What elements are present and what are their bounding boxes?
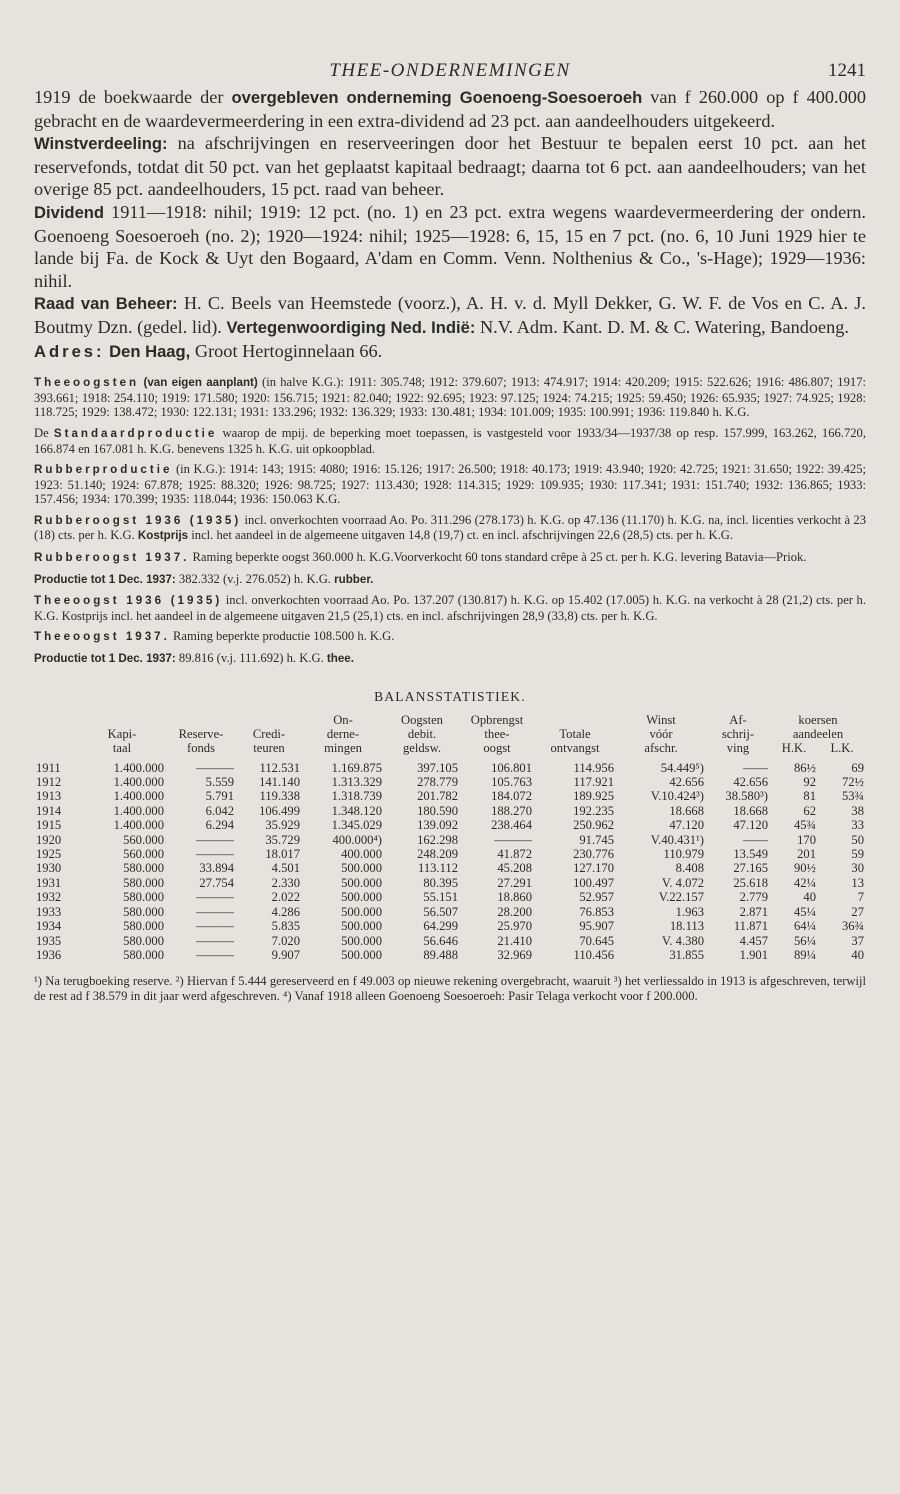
cell-reserve: 27.754 xyxy=(199,875,234,890)
cell-lk: 38 xyxy=(851,803,864,818)
standaard-text: waarop de mpij. de beperking moet toepassen, is vastgesteld voor 1933/34—1937/38 op resp. 157.999, 163.262, 166.720, 166.874 en 167.081 h. K.G. benevens 1325 h. K.G. uit opkoopblad. xyxy=(34,425,866,456)
cell-kapitaal: 580.000 xyxy=(123,919,164,934)
cell-afschrijving: 18.668 xyxy=(733,803,768,818)
cell-opbrengst: 32.969 xyxy=(497,947,532,962)
table-row xyxy=(34,890,866,904)
cell-crediteuren: 141.140 xyxy=(259,775,300,790)
col-lk: L.K. xyxy=(830,740,854,755)
cell-ondernemingen: 1.169.875 xyxy=(331,760,382,775)
cell-winst: 8.408 xyxy=(675,861,704,876)
raad-paragraph xyxy=(34,292,866,339)
cell-kapitaal: 1.400.000 xyxy=(113,760,164,775)
cell-oogsten: 80.395 xyxy=(423,875,458,890)
cell-lk: 50 xyxy=(851,832,864,847)
footnote-text-4: Vanaf 1918 alleen Goenoeng Soesoeroeh: Pasir Telaga verkocht voor f 200.000. xyxy=(291,988,698,1003)
cell-oogsten: 180.590 xyxy=(417,803,458,818)
cell-oogsten: 201.782 xyxy=(417,789,458,804)
cell-afschrijving: 27.165 xyxy=(733,861,768,876)
cell-totale: 95.907 xyxy=(579,919,614,934)
cell-totale: 76.853 xyxy=(579,904,614,919)
cell-oogsten: 56.646 xyxy=(423,933,458,948)
rubberproductie-label: Rubberproductie xyxy=(34,463,173,477)
statistics-text xyxy=(34,375,866,667)
cell-lk: 69 xyxy=(851,760,864,775)
cell-opbrengst: 45.208 xyxy=(497,861,532,876)
cell-ondernemingen: 400.000⁴) xyxy=(332,832,382,847)
table-row xyxy=(34,804,866,818)
cell-year: 1934 xyxy=(36,919,62,934)
cell-opbrengst: 18.860 xyxy=(497,890,532,905)
cell-reserve: ——— xyxy=(196,847,234,862)
cell-lk: 27 xyxy=(851,904,864,919)
cell-totale: 52.957 xyxy=(579,890,614,905)
balance-table xyxy=(34,713,866,963)
cell-kapitaal: 1.400.000 xyxy=(113,775,164,790)
cell-oogsten: 248.209 xyxy=(417,847,458,862)
cell-year: 1913 xyxy=(36,789,62,804)
raad-text: H. C. Beels van Heemstede (voorz.), A. H. v. d. Myll Dekker, G. W. F. de Vos en C. A. J. Boutmy Dzn. (gedel. lid). xyxy=(34,293,866,337)
rubberoogst-1936-paragraph xyxy=(34,513,866,544)
cell-lk: 33 xyxy=(851,818,864,833)
cell-oogsten: 162.298 xyxy=(417,832,458,847)
cell-oogsten: 55.151 xyxy=(423,890,458,905)
productie-rubber-text: 382.332 (v.j. 276.052) h. K.G. xyxy=(175,571,335,586)
winst-text: na afschrijvingen en reserveeringen door het Bestuur te bepalen eerst 10 pct. aan het reservefonds, totdat dit 50 pct. van het geplaatst kapitaal bedraagt; daarna tot 6 pct. aan aandeelhouders; van het overige 85 pct. aandeelhouders, 15 pct. raad van beheer. xyxy=(34,133,866,200)
theeoogsten-text: (in halve K.G.): 1911: 305.748; 1912: 379.607; 1913: 474.917; 1914: 420.209; 1915: 522.626; 1916: 486.807; 1917: 393.661; 1918: 254.110; 1919: 171.580; 1920: 156.715; 1921: 82.040; 1922: 92.695; 1923: 97.125; 1924: 74.215; 1925: 59.450; 1926: 65.935; 1927: 74.925; 1928: 118.725; 1929: 138.472; 1930: 122.131; 1931: 133.296; 1932: 136.329; 1933: 130.481; 1934: 101.009; 1935: 100.991; 1936: 119.840 h. K.G. xyxy=(34,375,866,420)
cell-winst: V.22.157 xyxy=(658,890,704,905)
cell-kapitaal: 580.000 xyxy=(123,875,164,890)
cell-kapitaal: 1.400.000 xyxy=(113,789,164,804)
col-koersen: koersen aandeelen xyxy=(792,712,844,741)
productie-thee-label: Productie tot 1 Dec. 1937: xyxy=(34,652,176,666)
cell-afschrijving: 2.871 xyxy=(739,904,768,919)
adres-city: Den Haag, xyxy=(109,341,191,361)
cell-hk: 40 xyxy=(803,890,816,905)
cell-lk: 72½ xyxy=(841,775,864,790)
cell-oogsten: 64.299 xyxy=(423,919,458,934)
cell-crediteuren: 2.022 xyxy=(271,890,300,905)
cell-opbrengst: 21.410 xyxy=(497,933,532,948)
cell-year: 1915 xyxy=(36,818,62,833)
cell-lk: 40 xyxy=(851,947,864,962)
cell-crediteuren: 4.501 xyxy=(271,861,300,876)
footnote-marker-3: ³) xyxy=(613,974,622,989)
raad-label: Raad van Beheer: xyxy=(34,294,178,314)
cell-crediteuren: 7.020 xyxy=(271,933,300,948)
cell-afschrijving: —— xyxy=(742,760,768,775)
cell-winst: 18.113 xyxy=(669,919,704,934)
cell-reserve: ——— xyxy=(196,832,234,847)
standaard-pre: De xyxy=(34,425,54,440)
cell-opbrengst: 184.072 xyxy=(491,789,532,804)
col-hk: H.K. xyxy=(781,740,807,755)
cell-kapitaal: 580.000 xyxy=(123,890,164,905)
cell-reserve: 33.894 xyxy=(199,861,234,876)
table-row xyxy=(34,847,866,861)
cell-reserve: ——— xyxy=(196,890,234,905)
cell-afschrijving: —— xyxy=(742,832,768,847)
cell-crediteuren: 2.330 xyxy=(271,875,300,890)
productie-thee-paragraph xyxy=(34,651,866,667)
cell-afschrijving: 38.580³) xyxy=(725,789,768,804)
cell-opbrengst: 28.200 xyxy=(497,904,532,919)
winst-label: Winstverdeeling: xyxy=(34,134,168,154)
cell-year: 1925 xyxy=(36,847,62,862)
cell-lk: 53¾ xyxy=(841,789,864,804)
cell-lk: 13 xyxy=(851,875,864,890)
adres-label: Adres: xyxy=(34,341,105,361)
cell-crediteuren: 18.017 xyxy=(265,847,300,862)
cell-hk: 86½ xyxy=(793,760,816,775)
cell-winst: 18.668 xyxy=(669,803,704,818)
cell-oogsten: 113.112 xyxy=(418,861,458,876)
cell-opbrengst: 238.464 xyxy=(491,818,532,833)
cell-lk: 7 xyxy=(857,890,864,905)
col-totale: Totale ontvangst xyxy=(550,726,600,755)
footnote-text-3: het verliessaldo in 1913 is afgeschreven, terwijl de rest ad f 38.579 in dit jaar werd afgeschreven. xyxy=(34,974,866,1003)
table-row xyxy=(34,775,866,789)
cell-crediteuren: 9.907 xyxy=(271,947,300,962)
productie-rubber-word: rubber. xyxy=(334,572,374,586)
cell-opbrengst: 27.291 xyxy=(497,875,532,890)
adres-text: Groot Hertoginnelaan 66. xyxy=(190,340,383,361)
standaard-label: Standaardproductie xyxy=(53,426,218,440)
cell-crediteuren: 106.499 xyxy=(259,803,300,818)
cell-kapitaal: 560.000 xyxy=(123,847,164,862)
table-row xyxy=(34,833,866,847)
footnotes xyxy=(34,974,866,1003)
cell-reserve: ——— xyxy=(196,919,234,934)
rubberoogst-1937-label: Rubberoogst 1937. xyxy=(34,551,190,565)
cell-year: 1912 xyxy=(36,775,62,790)
cell-winst: V.10.424³) xyxy=(650,789,704,804)
table-row xyxy=(34,861,866,875)
page-number: 1241 xyxy=(828,60,866,81)
cell-winst: 31.855 xyxy=(669,947,704,962)
theeoogst-1936-paragraph xyxy=(34,593,866,623)
standaard-paragraph xyxy=(34,426,866,456)
table-row xyxy=(34,948,866,962)
rubberoogst-1937-paragraph xyxy=(34,550,866,566)
adres-paragraph xyxy=(34,340,866,364)
running-title: THEE-ONDERNEMINGEN xyxy=(329,60,571,81)
cell-year: 1935 xyxy=(36,933,62,948)
dividend-paragraph xyxy=(34,201,866,292)
cell-opbrengst: ——— xyxy=(494,832,532,847)
productie-rubber-label: Productie tot 1 Dec. 1937: xyxy=(34,572,176,586)
cell-reserve: 6.294 xyxy=(205,818,234,833)
theeoogst-1936-label: Theeoogst 1936 (1935) xyxy=(34,594,223,608)
table-row xyxy=(34,755,866,775)
cell-afschrijving: 25.618 xyxy=(733,875,768,890)
cell-opbrengst: 105.763 xyxy=(491,775,532,790)
cell-totale: 91.745 xyxy=(579,832,614,847)
page-header xyxy=(34,52,866,86)
footnote-text-2: Hiervan f 5.444 gereserveerd en f 49.003 op nieuwe rekening overgebracht, waaruit xyxy=(183,974,614,989)
cell-lk: 36¾ xyxy=(841,919,864,934)
table-row xyxy=(34,876,866,890)
rubberproductie-text: (in K.G.): 1914: 143; 1915: 4080; 1916: 15.126; 1917: 26.500; 1918: 40.173; 1919: 43.940; 1920: 42.725; 1921: 31.650; 1922: 39.425; 1923: 51.140; 1924: 67.878; 1925: 88.320; 1926: 98.725; 1927: 113.430; 1928: 114.315; 1929: 109.935; 1930: 117.341; 1931: 151.740; 1932: 136.865; 1933: 157.456; 1934: 170.399; 1935: 118.044; 1936: 150.063 K.G. xyxy=(34,462,866,507)
cell-hk: 45¼ xyxy=(793,904,816,919)
cell-crediteuren: 4.286 xyxy=(271,904,300,919)
intro-text: 1919 de boekwaarde der xyxy=(34,87,232,107)
table-row xyxy=(34,818,866,832)
cell-ondernemingen: 500.000 xyxy=(341,947,382,962)
cell-lk: 30 xyxy=(851,861,864,876)
footnote-marker-4: ⁴) xyxy=(282,988,292,1003)
cell-year: 1932 xyxy=(36,890,62,905)
cell-year: 1931 xyxy=(36,875,62,890)
cell-kapitaal: 1.400.000 xyxy=(113,818,164,833)
intro-paragraph xyxy=(34,86,866,132)
theeoogsten-label: Theeoogsten xyxy=(34,376,140,390)
dividend-label: Dividend xyxy=(34,202,105,222)
cell-kapitaal: 580.000 xyxy=(123,947,164,962)
footnote-marker-1: ¹) xyxy=(34,974,42,989)
cell-afschrijving: 11.871 xyxy=(733,919,768,934)
cell-reserve: ——— xyxy=(196,947,234,962)
col-winst: Winst vóór afschr. xyxy=(644,712,678,755)
theeoogst-1937-label: Theeoogst 1937. xyxy=(34,630,170,644)
cell-reserve: ——— xyxy=(196,904,234,919)
col-opbrengst: Opbrengst thee- oogst xyxy=(470,712,524,755)
col-reserve: Reserve- fonds xyxy=(178,726,224,755)
col-crediteuren: Credi- teuren xyxy=(252,726,286,755)
cell-ondernemingen: 500.000 xyxy=(341,904,382,919)
balance-body xyxy=(34,755,866,963)
cell-year: 1911 xyxy=(36,760,61,775)
rubberoogst-1936-text: incl. onverkochten voorraad Ao. Po. 311.296 (278.173) h. K.G. op 47.136 (11.170) h. K.G. na, incl. licenties verkocht à 23 (18) cts. per h. K.G. xyxy=(34,512,866,543)
table-row xyxy=(34,789,866,803)
cell-kapitaal: 560.000 xyxy=(123,832,164,847)
cell-ondernemingen: 500.000 xyxy=(341,919,382,934)
cell-lk: 37 xyxy=(851,933,864,948)
balance-header xyxy=(34,713,866,755)
cell-totale: 110.456 xyxy=(573,947,614,962)
cell-crediteuren: 119.338 xyxy=(259,789,300,804)
col-ondernemingen: On- derne- mingen xyxy=(324,712,362,755)
theeoogst-1937-text: Raming beperkte productie 108.500 h. K.G. xyxy=(169,629,395,644)
cell-reserve: ——— xyxy=(196,760,234,775)
cell-year: 1930 xyxy=(36,861,62,876)
kostprijs-label: Kostprijs xyxy=(137,529,189,543)
table-row xyxy=(34,905,866,919)
cell-totale: 114.956 xyxy=(573,760,614,775)
cell-hk: 201 xyxy=(797,847,816,862)
cell-ondernemingen: 1.313.329 xyxy=(331,775,382,790)
cell-hk: 81 xyxy=(803,789,816,804)
cell-winst: 1.963 xyxy=(675,904,704,919)
cell-lk: 59 xyxy=(851,847,864,862)
cell-totale: 192.235 xyxy=(573,803,614,818)
cell-kapitaal: 580.000 xyxy=(123,933,164,948)
cell-totale: 127.170 xyxy=(573,861,614,876)
rubberoogst-1936-text-2: incl. het aandeel in de algemeene uitgaven 14,8 (19,7) ct. en incl. afschrijvingen 22,6 (28,5) cts. per h. K.G. xyxy=(188,528,733,543)
theeoogst-1937-paragraph xyxy=(34,629,866,645)
cell-hk: 64¼ xyxy=(793,919,816,934)
cell-opbrengst: 25.970 xyxy=(497,919,532,934)
cell-reserve: 5.791 xyxy=(205,789,234,804)
table-row xyxy=(34,934,866,948)
cell-hk: 42¼ xyxy=(793,875,816,890)
col-afschrijving: Af- schrij- ving xyxy=(721,712,755,755)
productie-thee-word: thee. xyxy=(326,652,354,666)
cell-winst: V. 4.380 xyxy=(661,933,704,948)
cell-winst: V.40.431¹) xyxy=(650,832,704,847)
main-text xyxy=(34,86,866,363)
cell-afschrijving: 4.457 xyxy=(739,933,768,948)
cell-kapitaal: 580.000 xyxy=(123,861,164,876)
cell-totale: 250.962 xyxy=(573,818,614,833)
col-year xyxy=(34,713,78,755)
cell-totale: 70.645 xyxy=(579,933,614,948)
cell-afschrijving: 47.120 xyxy=(733,818,768,833)
rubberproductie-paragraph xyxy=(34,462,866,507)
vertegenwoordiging-text: N.V. Adm. Kant. D. M. & C. Watering, Bandoeng. xyxy=(475,316,849,337)
intro-bold: overgebleven onderneming Goenoeng-Soesoeroeh xyxy=(231,88,643,107)
cell-year: 1920 xyxy=(36,832,62,847)
rubberoogst-1937-text: Raming beperkte oogst 360.000 h. K.G.Voorverkocht 60 tons standard crêpe à 25 ct. per h. K.G. levering Batavia—Priok. xyxy=(189,550,807,565)
cell-hk: 89¼ xyxy=(793,947,816,962)
cell-reserve: 6.042 xyxy=(205,803,234,818)
cell-ondernemingen: 500.000 xyxy=(341,875,382,890)
cell-year: 1914 xyxy=(36,803,62,818)
cell-opbrengst: 41.872 xyxy=(497,847,532,862)
cell-hk: 90½ xyxy=(793,861,816,876)
cell-afschrijving: 1.901 xyxy=(739,947,768,962)
cell-totale: 117.921 xyxy=(573,775,614,790)
cell-kapitaal: 580.000 xyxy=(123,904,164,919)
col-kapitaal: Kapi- taal xyxy=(107,726,137,755)
cell-totale: 230.776 xyxy=(573,847,614,862)
vertegenwoordiging-label: Vertegenwoordiging Ned. Indië: xyxy=(226,317,476,337)
cell-ondernemingen: 500.000 xyxy=(341,933,382,948)
cell-winst: 54.449⁵) xyxy=(660,760,704,775)
dividend-text: 1911—1918: nihil; 1919: 12 pct. (no. 1) en 23 pct. extra wegens waardevermeerdering der ondern. Goenoeng Soesoeroeh (no. 2); 1920—1924: nihil; 1925—1928: 6, 15, 15 en 7 pct. (no. 6, 10 Juni 1929 hier te lande bij Fa. de Kock & Uyt den Bogaard, A'dam en Comm. Venn. Nolthenius & Co., 's-Hage); 1929—1936: nihil. xyxy=(34,201,866,291)
cell-reserve: ——— xyxy=(196,933,234,948)
cell-crediteuren: 5.835 xyxy=(271,919,300,934)
cell-ondernemingen: 1.345.029 xyxy=(331,818,382,833)
cell-winst: 110.979 xyxy=(663,847,704,862)
cell-hk: 62 xyxy=(803,803,816,818)
cell-ondernemingen: 500.000 xyxy=(341,890,382,905)
cell-opbrengst: 188.270 xyxy=(491,803,532,818)
cell-oogsten: 89.488 xyxy=(423,947,458,962)
theeoogst-1936-text: incl. onverkochten voorraad Ao. Po. 137.207 (130.817) h. K.G. op 15.402 (17.005) h. K.G. na verkocht à 28 (21,2) cts. per h. K.G. Kostprijs incl. het aandeel in de algemeene uitgaven 21,5 (25,1) cts. en incl. afschrijvingen 28,9 (33,8) cts. per h. K.G. xyxy=(34,593,866,623)
balance-title: BALANSSTATISTIEK. xyxy=(374,688,526,704)
cell-crediteuren: 112.531 xyxy=(259,760,300,775)
cell-totale: 100.497 xyxy=(573,875,614,890)
cell-crediteuren: 35.929 xyxy=(265,818,300,833)
cell-totale: 189.925 xyxy=(573,789,614,804)
cell-winst: 47.120 xyxy=(669,818,704,833)
theeoogsten-sub: (van eigen aanplant) xyxy=(139,376,258,390)
cell-oogsten: 397.105 xyxy=(417,760,458,775)
cell-ondernemingen: 1.348.120 xyxy=(331,803,382,818)
cell-ondernemingen: 1.318.739 xyxy=(331,789,382,804)
cell-afschrijving: 42.656 xyxy=(733,775,768,790)
theeoogsten-paragraph xyxy=(34,375,866,420)
cell-winst: V. 4.072 xyxy=(661,875,704,890)
cell-oogsten: 278.779 xyxy=(417,775,458,790)
cell-opbrengst: 106.801 xyxy=(491,760,532,775)
table-row xyxy=(34,919,866,933)
cell-ondernemingen: 400.000 xyxy=(341,847,382,862)
cell-hk: 45¾ xyxy=(793,818,816,833)
cell-oogsten: 139.092 xyxy=(417,818,458,833)
rubberoogst-1936-label: Rubberoogst 1936 (1935) xyxy=(34,513,242,527)
col-oogsten: Oogsten debit. geldsw. xyxy=(401,712,443,755)
page xyxy=(34,52,866,1004)
cell-afschrijving: 13.549 xyxy=(733,847,768,862)
productie-thee-text: 89.816 (v.j. 111.692) h. K.G. xyxy=(175,651,327,666)
cell-hk: 56¼ xyxy=(793,933,816,948)
cell-year: 1936 xyxy=(36,947,62,962)
cell-year: 1933 xyxy=(36,904,62,919)
intro-text-2: van f 260.000 op f 400.000 gebracht en de waardevermeerdering in een extra-dividend ad 23 pct. aan aandeelhouders uitgekeerd. xyxy=(34,87,867,131)
cell-winst: 42.656 xyxy=(669,775,704,790)
footnote-text-1: Na terugboeking reserve. xyxy=(41,974,176,989)
cell-ondernemingen: 500.000 xyxy=(341,861,382,876)
footnote-marker-2: ²) xyxy=(175,974,184,989)
winst-paragraph xyxy=(34,132,866,201)
productie-rubber-paragraph xyxy=(34,572,866,588)
cell-kapitaal: 1.400.000 xyxy=(113,803,164,818)
cell-oogsten: 56.507 xyxy=(423,904,458,919)
cell-afschrijving: 2.779 xyxy=(739,890,768,905)
cell-crediteuren: 35.729 xyxy=(265,832,300,847)
cell-hk: 92 xyxy=(803,775,816,790)
cell-reserve: 5.559 xyxy=(205,775,234,790)
cell-hk: 170 xyxy=(797,832,816,847)
